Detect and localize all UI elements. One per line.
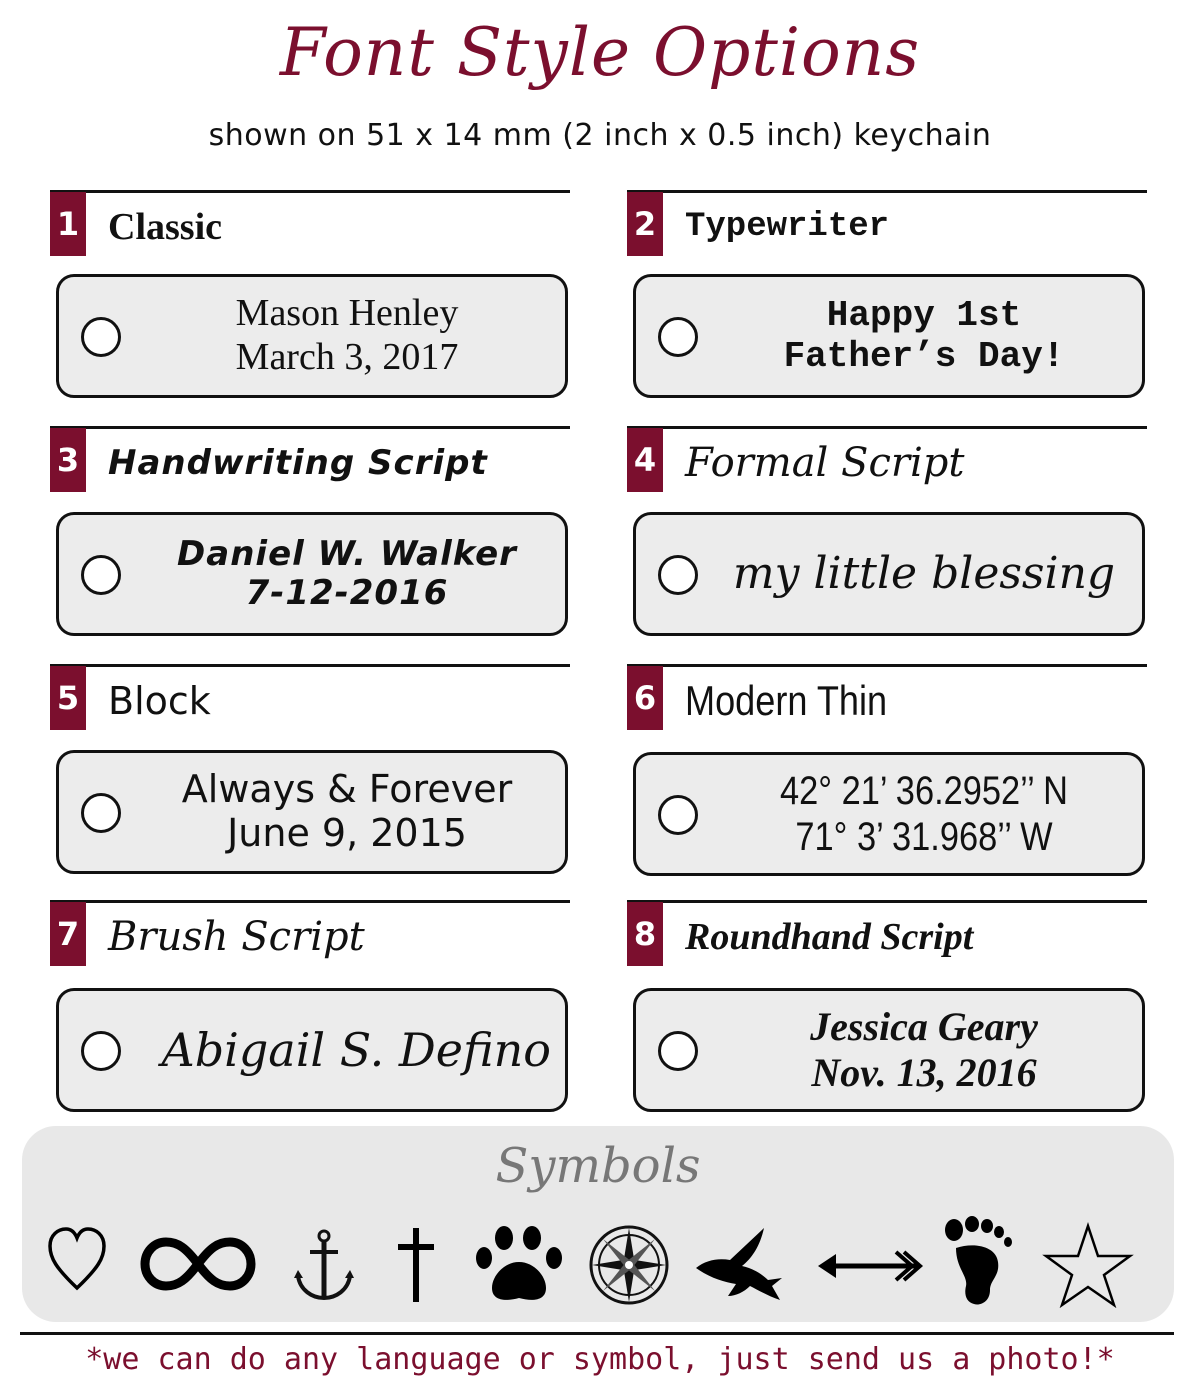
section-divider	[627, 426, 1147, 429]
star-icon	[1042, 1222, 1134, 1308]
keyring-hole	[81, 317, 121, 357]
infinity-icon	[138, 1234, 258, 1294]
section-divider	[50, 426, 570, 429]
arrow-icon	[816, 1246, 928, 1286]
option-number: 3	[50, 428, 86, 492]
option-name: Typewriter	[685, 208, 890, 246]
option-name: Formal Script	[685, 440, 965, 486]
option-name: Classic	[108, 206, 222, 248]
footnote: *we can do any language or symbol, just send us a photo!*	[85, 1342, 1115, 1377]
footprint-icon	[940, 1216, 1016, 1308]
engraving-line: my little blessing	[732, 547, 1116, 599]
option-name: Roundhand Script	[685, 916, 974, 958]
option-number: 4	[627, 428, 663, 492]
keychain-sample	[633, 512, 1145, 636]
footer-divider	[20, 1332, 1174, 1335]
engraving-line: 42° 21’ 36.2952’’ N	[780, 769, 1068, 813]
keyring-hole	[81, 555, 121, 595]
option-name: Modern Thin	[685, 677, 888, 724]
keychain-sample	[633, 274, 1145, 398]
engraving-text	[716, 515, 1132, 633]
option-name: Block	[108, 679, 211, 723]
engraving-line: Daniel W. Walker	[177, 533, 517, 574]
engraving-text	[139, 515, 555, 633]
engraving-text	[745, 755, 1103, 873]
engraving-text	[139, 277, 555, 395]
keychain-sample	[56, 274, 568, 398]
engraving-line: Nov. 13, 2016	[811, 1050, 1037, 1095]
keyring-hole	[658, 555, 698, 595]
keychain-sample	[633, 988, 1145, 1112]
keyring-hole	[81, 1031, 121, 1071]
keychain-sample	[633, 752, 1145, 876]
keyring-hole	[658, 795, 698, 835]
swallow-icon	[692, 1224, 784, 1306]
keyring-hole	[658, 1031, 698, 1071]
keychain-sample	[56, 750, 568, 874]
option-number: 5	[50, 666, 86, 730]
keychain-sample	[56, 988, 568, 1112]
engraving-line: Jessica Geary	[810, 1004, 1038, 1049]
engraving-text	[139, 753, 555, 871]
section-divider	[627, 664, 1147, 667]
page-subtitle: shown on 51 x 14 mm (2 inch x 0.5 inch) keychain	[208, 118, 992, 153]
engraving-line: Always & Forever	[181, 767, 513, 812]
engraving-text	[139, 991, 555, 1109]
section-divider	[627, 190, 1147, 193]
engraving-line: 7-12-2016	[245, 573, 449, 613]
paw-icon	[474, 1224, 564, 1306]
page-title: Font Style Options	[279, 14, 921, 91]
keyring-hole	[81, 793, 121, 833]
option-number: 2	[627, 192, 663, 256]
engraving-line: Father’s Day!	[783, 336, 1065, 377]
anchor-icon	[292, 1228, 356, 1304]
engraving-line: June 9, 2015	[227, 811, 467, 855]
keyring-hole	[658, 317, 698, 357]
engraving-text	[716, 991, 1132, 1109]
section-divider	[50, 664, 570, 667]
symbols-panel	[22, 1126, 1174, 1322]
compass-rose-icon	[588, 1224, 670, 1306]
heart-icon	[46, 1224, 108, 1294]
engraving-line: Happy 1st	[826, 294, 1022, 336]
option-number: 6	[627, 666, 663, 730]
option-name: Brush Script	[108, 914, 365, 960]
engraving-line: Mason Henley	[235, 292, 459, 335]
section-divider	[50, 190, 570, 193]
engraving-line: 71° 3’ 31.968’’ W	[795, 815, 1053, 859]
section-divider	[627, 900, 1147, 903]
engraving-text	[716, 277, 1132, 395]
keychain-sample	[56, 512, 568, 636]
option-name: Handwriting Script	[108, 443, 488, 483]
option-number: 8	[627, 902, 663, 966]
engraving-line: March 3, 2017	[235, 336, 459, 378]
option-number: 7	[50, 902, 86, 966]
symbols-title: Symbols	[495, 1138, 701, 1194]
option-number: 1	[50, 192, 86, 256]
section-divider	[50, 900, 570, 903]
engraving-line: Abigail S. Defino	[161, 1022, 551, 1077]
cross-icon	[394, 1226, 438, 1304]
